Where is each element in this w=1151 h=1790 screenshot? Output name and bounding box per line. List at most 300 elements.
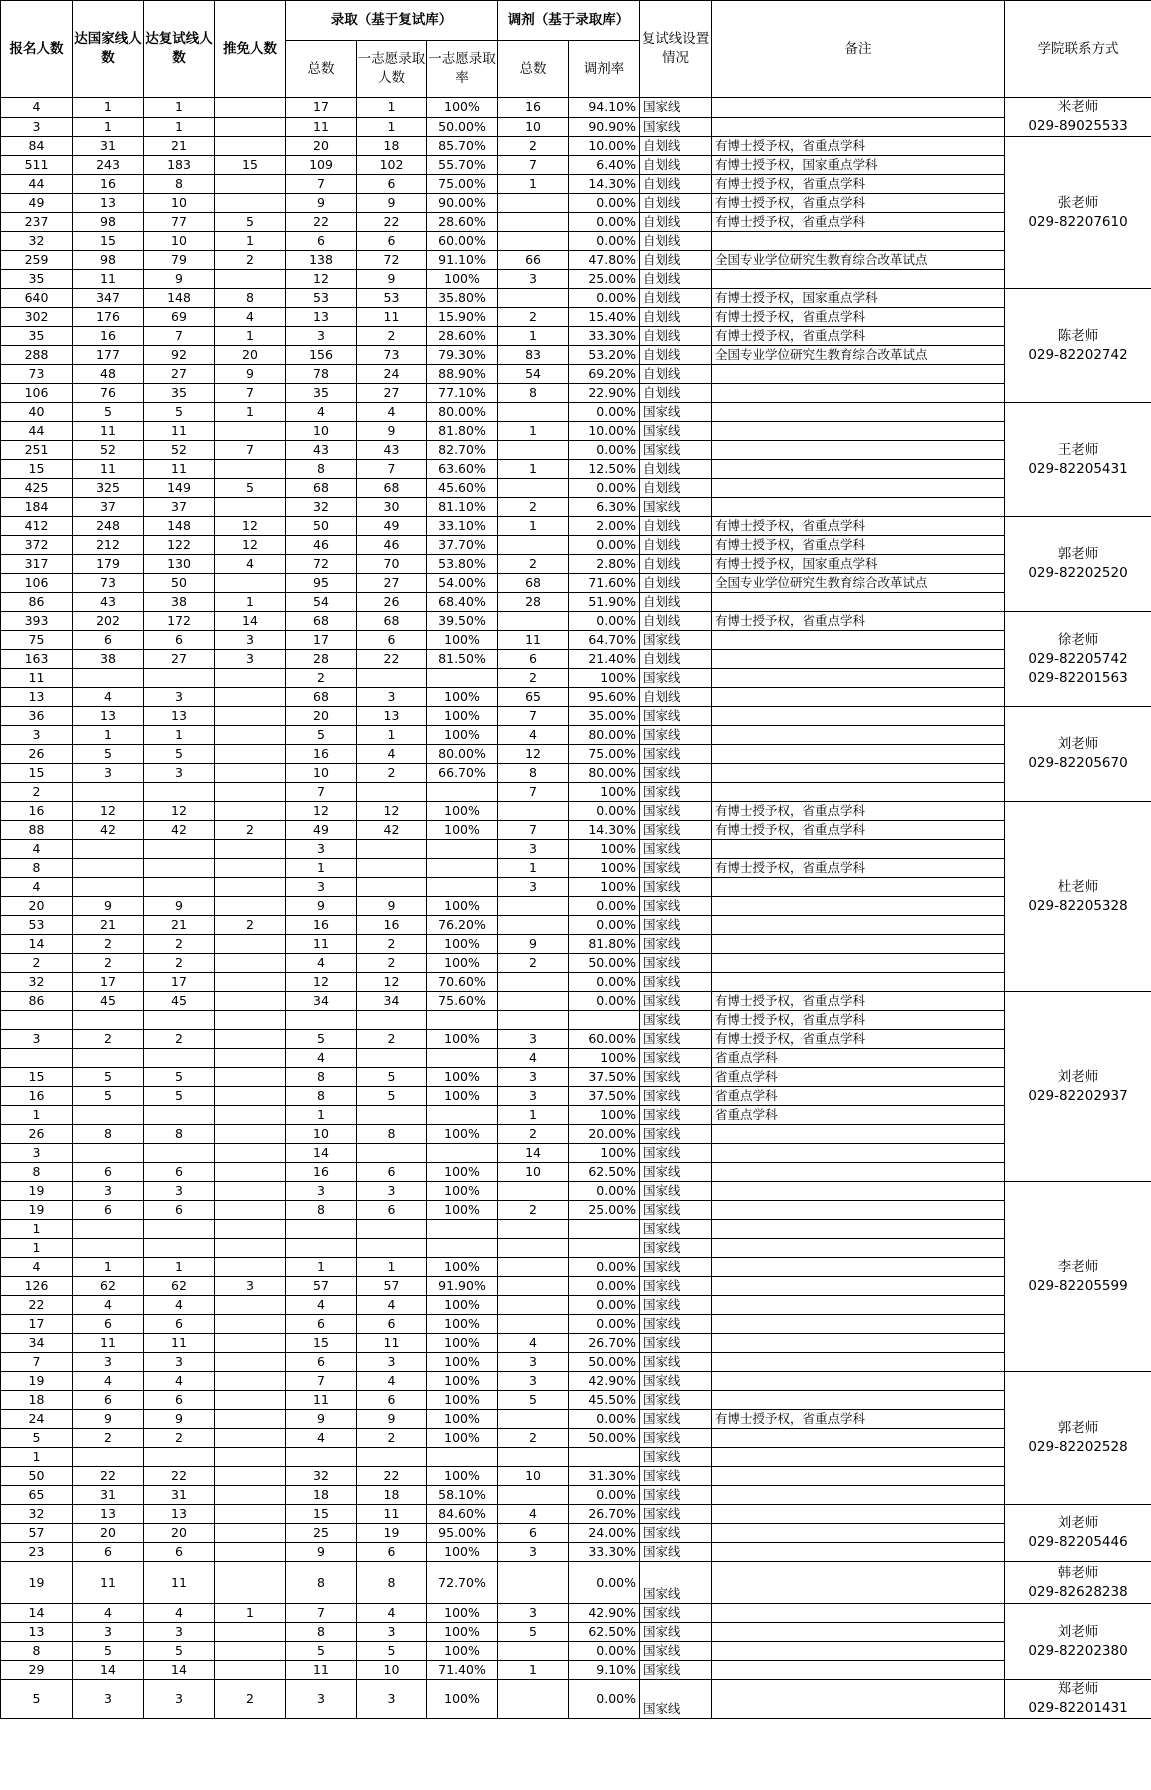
cell-first-choice-count: 1	[357, 98, 427, 118]
cell-adjust-total: 3	[498, 1543, 569, 1562]
cell-admission-total: 14	[286, 1144, 357, 1163]
cell-admission-total: 10	[286, 764, 357, 783]
cell-admission-total: 32	[286, 1467, 357, 1486]
cell-national-line: 13	[73, 707, 144, 726]
cell-retest-line: 27	[144, 650, 215, 669]
cell-national-line: 5	[73, 745, 144, 764]
cell-first-choice-rate: 28.60%	[427, 213, 498, 232]
cell-remarks: 省重点学科	[712, 1106, 1005, 1125]
cell-national-line: 9	[73, 1410, 144, 1429]
cell-remarks	[712, 422, 1005, 441]
cell-national-line: 31	[73, 1486, 144, 1505]
cell-adjust-total: 6	[498, 650, 569, 669]
table-row	[1, 916, 1151, 935]
cell-remarks	[712, 365, 1005, 384]
cell-remarks: 有博士授予权，省重点学科	[712, 1410, 1005, 1429]
cell-recommended	[215, 1623, 286, 1642]
cell-remarks	[712, 1429, 1005, 1448]
cell-first-choice-rate: 100%	[427, 821, 498, 840]
cell-first-choice-count: 102	[357, 156, 427, 175]
cell-admission-total	[286, 1239, 357, 1258]
table-row	[1, 327, 1151, 346]
cell-adjust-total: 6	[498, 1524, 569, 1543]
cell-retest-setting: 国家线	[640, 1030, 712, 1049]
cell-registrants: 14	[1, 1604, 73, 1623]
table-row	[1, 669, 1151, 688]
cell-retest-setting: 国家线	[640, 498, 712, 517]
cell-registrants: 23	[1, 1543, 73, 1562]
cell-first-choice-rate: 100%	[427, 1623, 498, 1642]
table-row	[1, 517, 1151, 536]
table-row	[1, 973, 1151, 992]
cell-adjust-total: 10	[498, 117, 569, 137]
cell-registrants: 17	[1, 1315, 73, 1334]
cell-adjust-total	[498, 1220, 569, 1239]
cell-remarks: 有博士授予权，省重点学科	[712, 612, 1005, 631]
cell-recommended	[215, 422, 286, 441]
cell-first-choice-count: 5	[357, 1642, 427, 1661]
cell-admission-total	[286, 1448, 357, 1467]
cell-registrants: 4	[1, 98, 73, 118]
cell-retest-line: 6	[144, 1391, 215, 1410]
cell-adjust-total	[498, 441, 569, 460]
cell-registrants: 35	[1, 270, 73, 289]
cell-recommended: 14	[215, 612, 286, 631]
cell-admission-total: 10	[286, 1125, 357, 1144]
table-row	[1, 1334, 1151, 1353]
table-row	[1, 1410, 1151, 1429]
cell-retest-setting: 国家线	[640, 897, 712, 916]
cell-recommended	[215, 1334, 286, 1353]
cell-first-choice-rate: 70.60%	[427, 973, 498, 992]
header-adjust-rate: 调剂率	[569, 41, 640, 98]
cell-first-choice-count: 3	[357, 1623, 427, 1642]
cell-national-line: 2	[73, 1030, 144, 1049]
header-admission-group: 录取（基于复试库）	[286, 1, 498, 41]
cell-adjust-total: 2	[498, 1429, 569, 1448]
cell-registrants	[1, 1049, 73, 1068]
cell-national-line: 248	[73, 517, 144, 536]
cell-recommended: 2	[215, 1680, 286, 1719]
cell-remarks: 有博士授予权，省重点学科	[712, 327, 1005, 346]
cell-first-choice-count: 6	[357, 631, 427, 650]
cell-adjust-rate: 12.50%	[569, 460, 640, 479]
cell-retest-setting: 国家线	[640, 1623, 712, 1642]
header-registrants: 报名人数	[1, 1, 73, 98]
cell-remarks	[712, 1486, 1005, 1505]
cell-adjust-total: 4	[498, 1049, 569, 1068]
table-row	[1, 536, 1151, 555]
table-row	[1, 308, 1151, 327]
cell-retest-line: 122	[144, 536, 215, 555]
cell-admission-total: 5	[286, 726, 357, 745]
cell-first-choice-rate: 88.90%	[427, 365, 498, 384]
table-row	[1, 137, 1151, 156]
cell-national-line	[73, 1239, 144, 1258]
cell-remarks: 有博士授予权，省重点学科	[712, 821, 1005, 840]
cell-remarks	[712, 631, 1005, 650]
cell-remarks	[712, 232, 1005, 251]
cell-adjust-rate: 62.50%	[569, 1163, 640, 1182]
cell-remarks	[712, 1220, 1005, 1239]
cell-first-choice-rate: 100%	[427, 1068, 498, 1087]
cell-retest-line: 79	[144, 251, 215, 270]
cell-recommended	[215, 1372, 286, 1391]
cell-adjust-rate: 6.40%	[569, 156, 640, 175]
cell-retest-setting: 国家线	[640, 783, 712, 802]
cell-adjust-total	[498, 897, 569, 916]
cell-retest-setting: 国家线	[640, 422, 712, 441]
cell-adjust-total	[498, 1277, 569, 1296]
table-row	[1, 1011, 1151, 1030]
cell-national-line: 4	[73, 1296, 144, 1315]
cell-adjust-rate: 0.00%	[569, 194, 640, 213]
cell-adjust-total: 4	[498, 1334, 569, 1353]
contact-cell: 刘老师 029-82205670	[1005, 707, 1151, 802]
table-row	[1, 1486, 1151, 1505]
cell-adjust-rate: 0.00%	[569, 1680, 640, 1719]
cell-recommended: 3	[215, 650, 286, 669]
cell-national-line: 6	[73, 1201, 144, 1220]
cell-remarks	[712, 783, 1005, 802]
cell-adjust-total	[498, 1258, 569, 1277]
cell-first-choice-count: 4	[357, 1372, 427, 1391]
cell-retest-setting: 国家线	[640, 1562, 712, 1604]
cell-adjust-total: 66	[498, 251, 569, 270]
cell-adjust-total: 8	[498, 384, 569, 403]
cell-recommended	[215, 1448, 286, 1467]
cell-national-line: 21	[73, 916, 144, 935]
cell-admission-total: 18	[286, 1486, 357, 1505]
cell-adjust-total: 12	[498, 745, 569, 764]
cell-retest-line: 31	[144, 1486, 215, 1505]
header-retest-setting: 复试线设置情况	[640, 1, 712, 98]
cell-recommended: 4	[215, 308, 286, 327]
cell-national-line: 52	[73, 441, 144, 460]
cell-admission-total: 138	[286, 251, 357, 270]
cell-first-choice-rate: 15.90%	[427, 308, 498, 327]
cell-retest-line: 11	[144, 1334, 215, 1353]
cell-recommended	[215, 1163, 286, 1182]
cell-admission-total: 1	[286, 1258, 357, 1277]
cell-adjust-total: 2	[498, 498, 569, 517]
cell-registrants: 3	[1, 1144, 73, 1163]
cell-admission-total: 5	[286, 1642, 357, 1661]
cell-national-line: 2	[73, 954, 144, 973]
table-row	[1, 1315, 1151, 1334]
cell-recommended	[215, 1642, 286, 1661]
cell-first-choice-rate: 58.10%	[427, 1486, 498, 1505]
cell-admission-total: 2	[286, 669, 357, 688]
table-row	[1, 460, 1151, 479]
cell-retest-line: 148	[144, 289, 215, 308]
cell-retest-line	[144, 859, 215, 878]
cell-admission-total: 68	[286, 688, 357, 707]
table-row	[1, 194, 1151, 213]
cell-adjust-rate: 100%	[569, 840, 640, 859]
cell-retest-setting: 国家线	[640, 821, 712, 840]
cell-adjust-rate: 42.90%	[569, 1372, 640, 1391]
cell-admission-total: 15	[286, 1505, 357, 1524]
cell-retest-setting: 国家线	[640, 1604, 712, 1623]
cell-adjust-rate: 69.20%	[569, 365, 640, 384]
cell-recommended: 3	[215, 1277, 286, 1296]
cell-national-line: 11	[73, 1562, 144, 1604]
cell-admission-total: 95	[286, 574, 357, 593]
cell-first-choice-rate: 39.50%	[427, 612, 498, 631]
cell-recommended	[215, 98, 286, 118]
cell-admission-total: 68	[286, 612, 357, 631]
cell-retest-setting: 国家线	[640, 954, 712, 973]
cell-remarks: 有博士授予权，省重点学科	[712, 859, 1005, 878]
cell-admission-total: 17	[286, 98, 357, 118]
cell-retest-line: 1	[144, 117, 215, 137]
cell-remarks	[712, 1277, 1005, 1296]
cell-first-choice-count	[357, 669, 427, 688]
cell-admission-total: 7	[286, 783, 357, 802]
contact-cell: 郑老师 029-82201431	[1005, 1680, 1151, 1719]
table-row	[1, 688, 1151, 707]
cell-adjust-rate: 0.00%	[569, 213, 640, 232]
cell-first-choice-rate: 91.90%	[427, 1277, 498, 1296]
table-row	[1, 1642, 1151, 1661]
cell-retest-line: 6	[144, 1163, 215, 1182]
table-row	[1, 1680, 1151, 1719]
cell-retest-line	[144, 1144, 215, 1163]
cell-first-choice-rate: 81.80%	[427, 422, 498, 441]
cell-retest-line: 12	[144, 802, 215, 821]
cell-retest-setting: 自划线	[640, 175, 712, 194]
cell-first-choice-rate	[427, 1220, 498, 1239]
cell-adjust-rate: 0.00%	[569, 1182, 640, 1201]
cell-retest-setting: 国家线	[640, 764, 712, 783]
cell-admission-total: 3	[286, 1182, 357, 1201]
cell-admission-total: 8	[286, 1201, 357, 1220]
cell-remarks: 有博士授予权，省重点学科	[712, 1030, 1005, 1049]
cell-remarks	[712, 593, 1005, 612]
cell-first-choice-count: 3	[357, 1182, 427, 1201]
cell-first-choice-rate: 77.10%	[427, 384, 498, 403]
cell-registrants: 44	[1, 175, 73, 194]
cell-retest-setting: 国家线	[640, 1106, 712, 1125]
table-row	[1, 1448, 1151, 1467]
cell-retest-line: 14	[144, 1661, 215, 1680]
cell-recommended	[215, 1144, 286, 1163]
cell-national-line: 2	[73, 1429, 144, 1448]
cell-national-line: 13	[73, 194, 144, 213]
table-row	[1, 859, 1151, 878]
cell-registrants: 32	[1, 973, 73, 992]
cell-first-choice-count: 30	[357, 498, 427, 517]
cell-adjust-rate: 45.50%	[569, 1391, 640, 1410]
table-row	[1, 878, 1151, 897]
cell-remarks: 全国专业学位研究生教育综合改革试点	[712, 346, 1005, 365]
cell-retest-setting: 国家线	[640, 973, 712, 992]
cell-first-choice-rate: 100%	[427, 1125, 498, 1144]
header-first-choice-count: 一志愿录取人数	[357, 41, 427, 98]
cell-retest-line: 5	[144, 403, 215, 422]
cell-retest-setting: 自划线	[640, 346, 712, 365]
cell-adjust-rate: 100%	[569, 1106, 640, 1125]
cell-registrants: 73	[1, 365, 73, 384]
cell-retest-setting: 国家线	[640, 1125, 712, 1144]
cell-adjust-rate: 0.00%	[569, 916, 640, 935]
cell-retest-line: 10	[144, 194, 215, 213]
cell-retest-line: 11	[144, 422, 215, 441]
table-row	[1, 403, 1151, 422]
cell-retest-setting: 自划线	[640, 365, 712, 384]
cell-national-line	[73, 1106, 144, 1125]
cell-retest-line: 2	[144, 1030, 215, 1049]
cell-retest-setting: 国家线	[640, 1087, 712, 1106]
cell-first-choice-rate: 54.00%	[427, 574, 498, 593]
cell-registrants: 425	[1, 479, 73, 498]
table-row	[1, 1068, 1151, 1087]
cell-adjust-rate: 22.90%	[569, 384, 640, 403]
cell-first-choice-count	[357, 1049, 427, 1068]
cell-remarks: 有博士授予权，国家重点学科	[712, 156, 1005, 175]
cell-national-line	[73, 878, 144, 897]
contact-cell: 陈老师 029-82202742	[1005, 289, 1151, 403]
cell-adjust-total: 4	[498, 1505, 569, 1524]
cell-registrants: 126	[1, 1277, 73, 1296]
cell-retest-line: 8	[144, 175, 215, 194]
cell-first-choice-count: 7	[357, 460, 427, 479]
cell-first-choice-count: 18	[357, 137, 427, 156]
cell-retest-line	[144, 1049, 215, 1068]
cell-adjust-rate: 0.00%	[569, 403, 640, 422]
contact-cell: 李老师 029-82205599	[1005, 1182, 1151, 1372]
cell-adjust-total: 2	[498, 308, 569, 327]
cell-adjust-total	[498, 403, 569, 422]
cell-first-choice-count: 16	[357, 916, 427, 935]
cell-recommended	[215, 783, 286, 802]
cell-adjust-total	[498, 1239, 569, 1258]
cell-retest-line: 50	[144, 574, 215, 593]
cell-registrants: 1	[1, 1448, 73, 1467]
table-body	[1, 98, 1151, 1719]
cell-first-choice-count: 11	[357, 1334, 427, 1353]
cell-admission-total: 16	[286, 745, 357, 764]
cell-adjust-rate: 31.30%	[569, 1467, 640, 1486]
cell-first-choice-count: 9	[357, 897, 427, 916]
cell-recommended	[215, 954, 286, 973]
cell-recommended	[215, 1068, 286, 1087]
cell-retest-setting: 自划线	[640, 270, 712, 289]
cell-first-choice-count: 27	[357, 384, 427, 403]
cell-adjust-rate: 14.30%	[569, 821, 640, 840]
cell-remarks	[712, 1467, 1005, 1486]
cell-recommended: 7	[215, 441, 286, 460]
cell-first-choice-rate: 37.70%	[427, 536, 498, 555]
cell-remarks	[712, 460, 1005, 479]
cell-recommended	[215, 802, 286, 821]
cell-first-choice-rate: 79.30%	[427, 346, 498, 365]
cell-retest-line: 1	[144, 98, 215, 118]
cell-retest-setting: 国家线	[640, 1258, 712, 1277]
table-row	[1, 1030, 1151, 1049]
cell-national-line: 12	[73, 802, 144, 821]
cell-first-choice-rate: 100%	[427, 707, 498, 726]
cell-first-choice-count: 22	[357, 213, 427, 232]
cell-retest-setting: 国家线	[640, 1661, 712, 1680]
cell-admission-total: 4	[286, 1049, 357, 1068]
cell-first-choice-rate: 45.60%	[427, 479, 498, 498]
cell-adjust-rate: 0.00%	[569, 1277, 640, 1296]
cell-registrants: 184	[1, 498, 73, 517]
cell-admission-total: 9	[286, 194, 357, 213]
cell-registrants: 4	[1, 1258, 73, 1277]
table-row	[1, 117, 1151, 137]
cell-admission-total: 3	[286, 840, 357, 859]
cell-first-choice-rate: 85.70%	[427, 137, 498, 156]
cell-retest-setting: 自划线	[640, 156, 712, 175]
cell-registrants: 317	[1, 555, 73, 574]
cell-first-choice-rate	[427, 840, 498, 859]
cell-retest-setting: 国家线	[640, 1239, 712, 1258]
cell-first-choice-rate: 80.00%	[427, 403, 498, 422]
cell-registrants: 511	[1, 156, 73, 175]
cell-recommended: 9	[215, 365, 286, 384]
cell-first-choice-count	[357, 859, 427, 878]
cell-first-choice-rate: 81.10%	[427, 498, 498, 517]
cell-adjust-rate: 60.00%	[569, 1030, 640, 1049]
table-row	[1, 1125, 1151, 1144]
cell-retest-line: 6	[144, 1543, 215, 1562]
cell-adjust-total	[498, 1486, 569, 1505]
table-row	[1, 1049, 1151, 1068]
table-header	[1, 1, 1151, 98]
cell-adjust-rate: 33.30%	[569, 327, 640, 346]
cell-registrants: 1	[1, 1239, 73, 1258]
header-first-choice-rate: 一志愿录取率	[427, 41, 498, 98]
cell-registrants: 15	[1, 460, 73, 479]
cell-first-choice-count: 4	[357, 403, 427, 422]
cell-registrants: 84	[1, 137, 73, 156]
cell-remarks	[712, 650, 1005, 669]
cell-admission-total: 50	[286, 517, 357, 536]
cell-first-choice-count	[357, 840, 427, 859]
cell-first-choice-rate: 84.60%	[427, 1505, 498, 1524]
cell-recommended	[215, 1239, 286, 1258]
cell-retest-line	[144, 1011, 215, 1030]
cell-national-line: 179	[73, 555, 144, 574]
cell-registrants: 19	[1, 1182, 73, 1201]
cell-retest-line: 21	[144, 916, 215, 935]
cell-recommended: 5	[215, 479, 286, 498]
cell-adjust-rate: 0.00%	[569, 802, 640, 821]
cell-first-choice-rate: 100%	[427, 270, 498, 289]
cell-national-line: 3	[73, 1182, 144, 1201]
cell-registrants: 18	[1, 1391, 73, 1410]
cell-retest-line: 130	[144, 555, 215, 574]
cell-retest-setting: 国家线	[640, 726, 712, 745]
cell-admission-total: 109	[286, 156, 357, 175]
cell-adjust-rate: 14.30%	[569, 175, 640, 194]
cell-remarks	[712, 1391, 1005, 1410]
cell-recommended: 2	[215, 916, 286, 935]
cell-first-choice-count: 8	[357, 1125, 427, 1144]
cell-retest-line: 52	[144, 441, 215, 460]
cell-adjust-total: 7	[498, 783, 569, 802]
cell-recommended	[215, 1391, 286, 1410]
cell-admission-total: 7	[286, 1604, 357, 1623]
cell-first-choice-count: 6	[357, 1201, 427, 1220]
table-row	[1, 232, 1151, 251]
cell-recommended	[215, 1049, 286, 1068]
cell-remarks: 有博士授予权，省重点学科	[712, 802, 1005, 821]
cell-registrants: 65	[1, 1486, 73, 1505]
